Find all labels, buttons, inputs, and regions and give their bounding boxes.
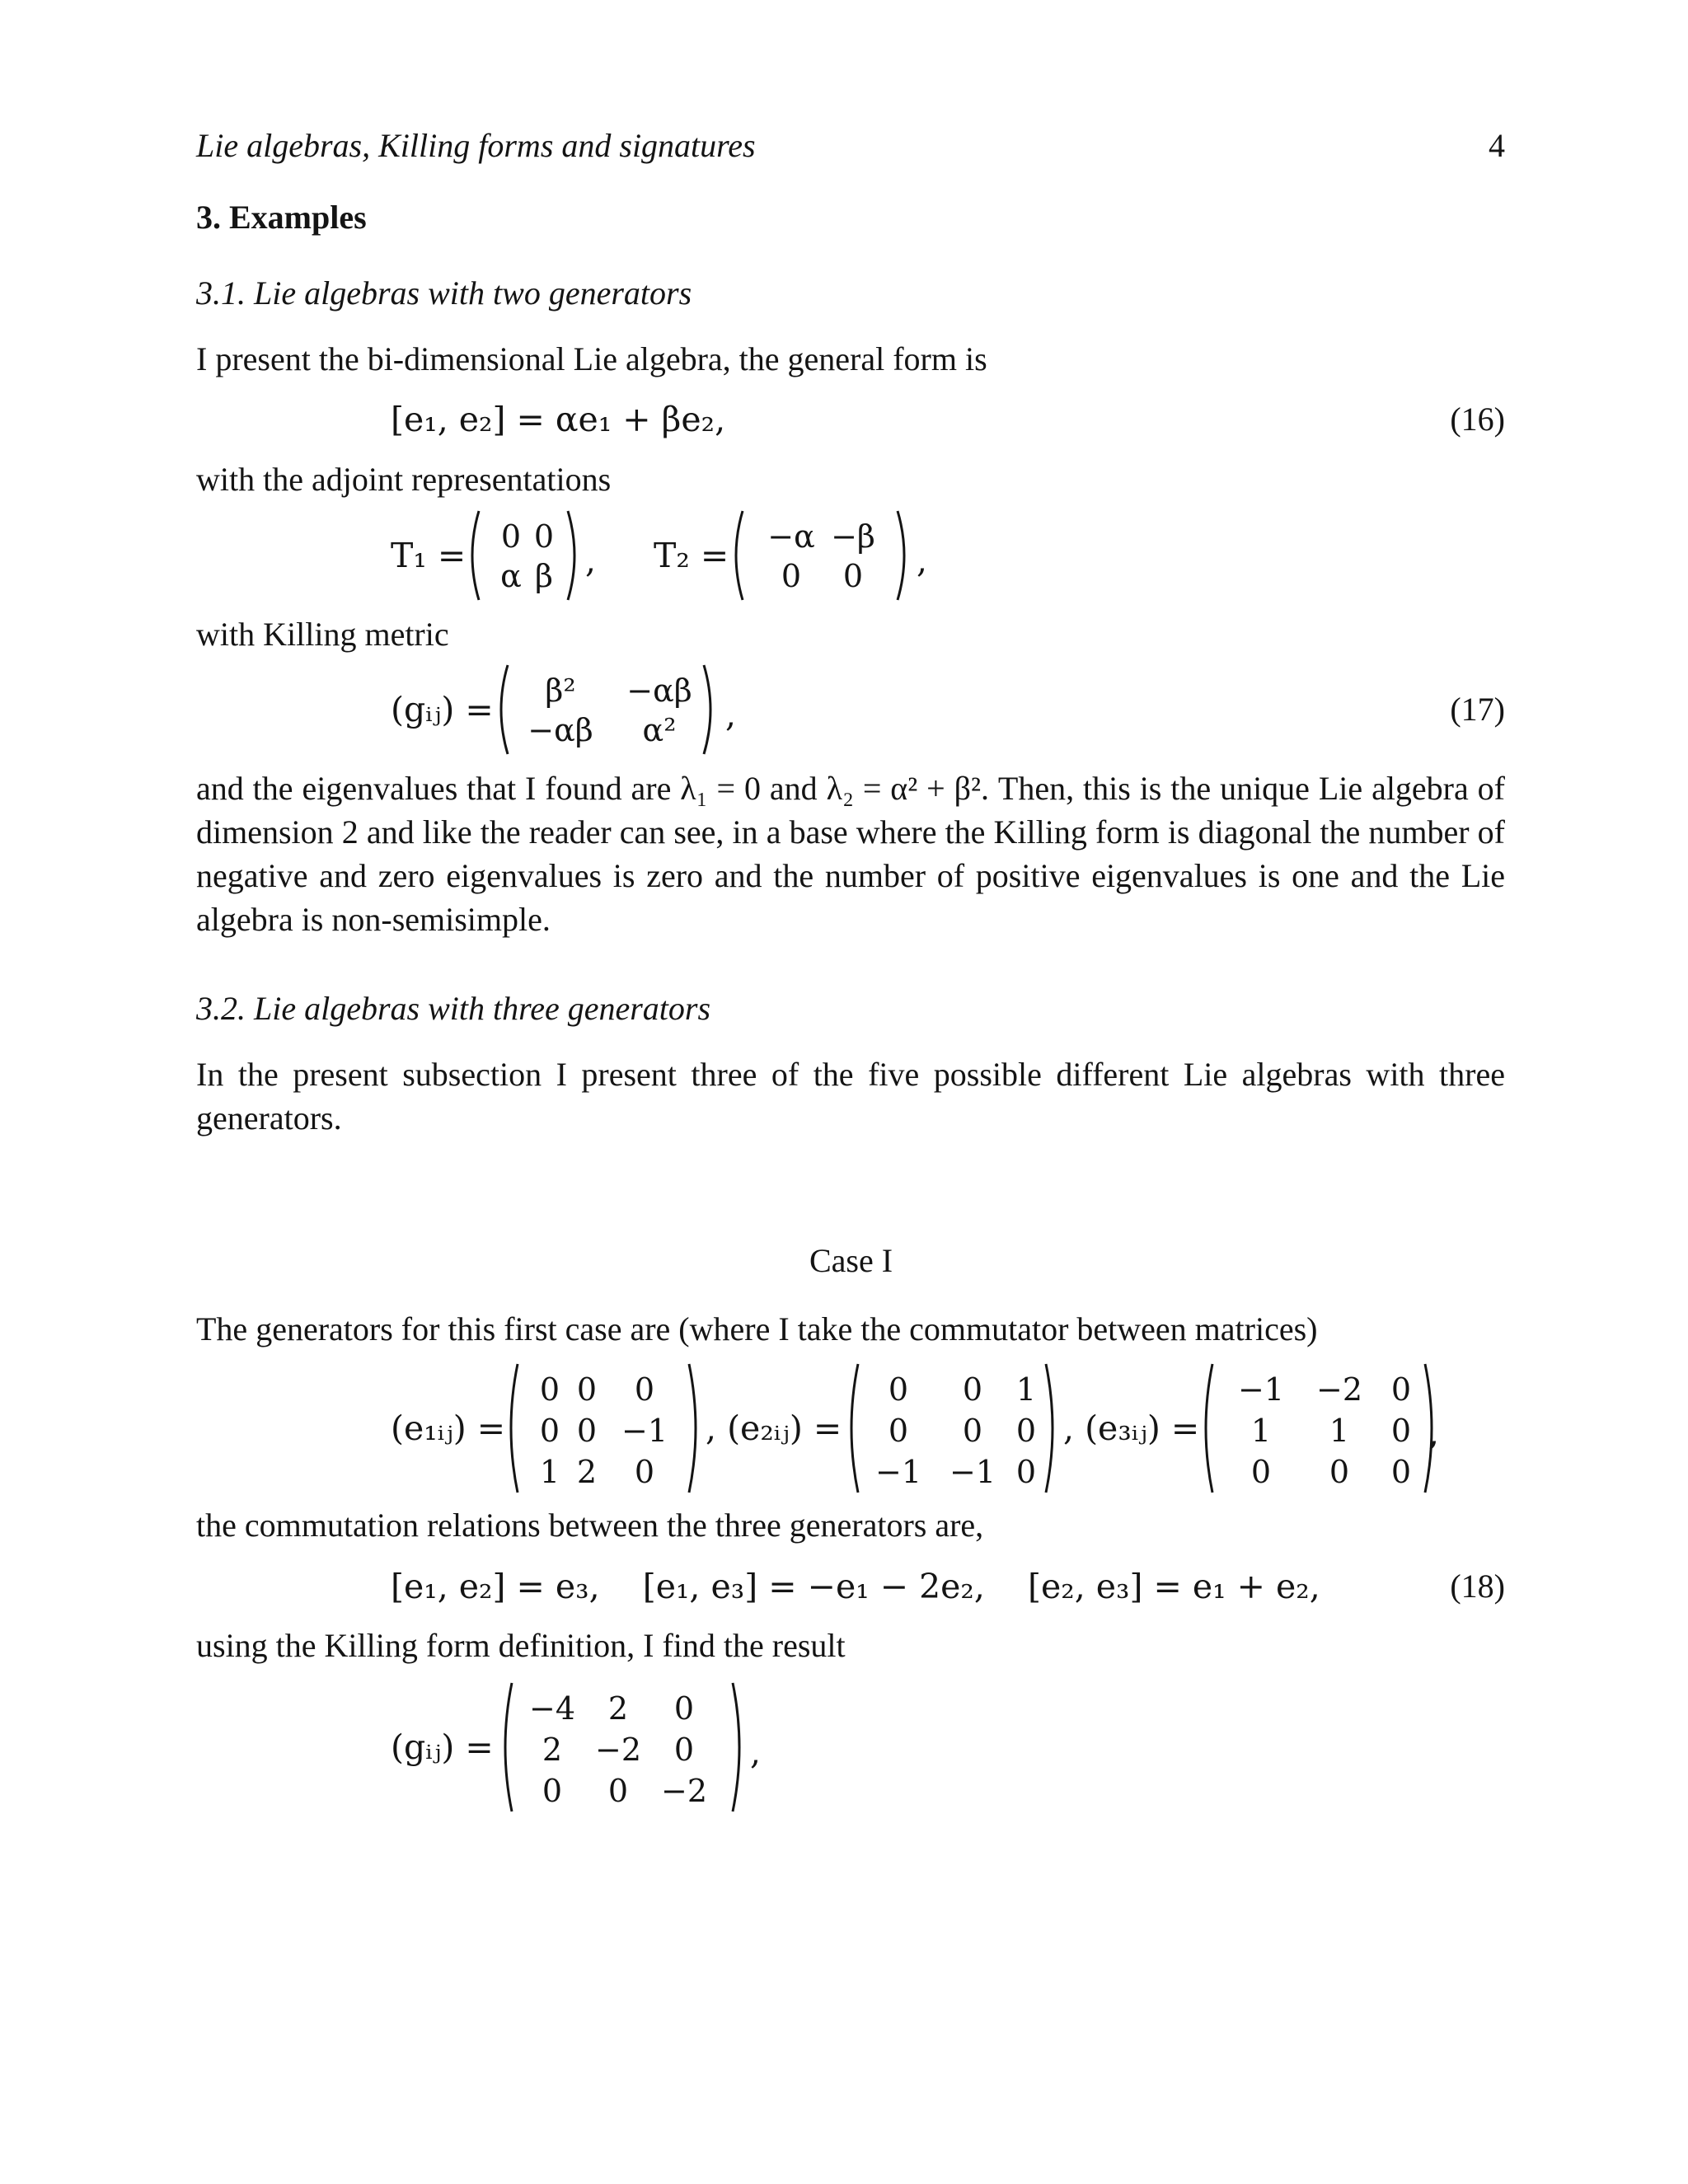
right-paren <box>704 665 710 754</box>
matrix-cell: 2 <box>576 1454 598 1490</box>
e3-matrix <box>1199 1362 1438 1494</box>
matrix-cell: −1 <box>1237 1371 1285 1408</box>
matrix-cell: −1 <box>874 1454 922 1490</box>
right-paren <box>689 1364 696 1493</box>
e2-label: , (e₂ᵢⱼ) = <box>706 1408 842 1448</box>
T1-label: T₁ = <box>391 536 467 575</box>
left-paren <box>511 1364 518 1493</box>
matrix-cell: −αβ <box>626 673 692 709</box>
matrix-cell: −1 <box>621 1413 668 1449</box>
matrix-cell: 1 <box>1329 1413 1350 1449</box>
matrix-cell: β <box>535 558 553 594</box>
matrix-cell: 0 <box>634 1371 655 1408</box>
killing-metric-3x3 <box>499 1681 746 1813</box>
comma: , <box>725 695 737 734</box>
matrix-cell: 1 <box>539 1454 560 1490</box>
matrix-cell: β² <box>545 673 576 709</box>
T1-matrix <box>466 509 581 602</box>
equation-18: [e₁, e₂] = e₃, [e₁, e₃] = −e₁ − 2e₂, [e₂, e₃] = e₁ + e₂, <box>391 1567 1320 1606</box>
right-paren <box>1046 1364 1053 1493</box>
section-title: 3. Examples <box>196 199 367 236</box>
running-title: Lie algebras, Killing forms and signatures <box>196 127 756 164</box>
matrix-cell: 0 <box>888 1371 909 1408</box>
killing-metric-2x2 <box>495 663 717 756</box>
left-paren <box>736 511 743 600</box>
g-label-3x3: (gᵢⱼ) = <box>391 1727 494 1767</box>
matrix-cell: −2 <box>594 1732 642 1768</box>
matrix-cell: 0 <box>1390 1371 1412 1408</box>
paragraph-generators: The generators for this first case are (where I take the commutator between matrices) <box>196 1310 1318 1347</box>
T2-matrix <box>729 509 911 602</box>
matrix-cell: 0 <box>576 1371 598 1408</box>
T2-label: T₂ = <box>654 536 729 575</box>
matrix-cell: 0 <box>1329 1454 1350 1490</box>
matrix-cell: −β <box>831 518 875 555</box>
e1-matrix <box>504 1362 702 1494</box>
case-heading: Case I <box>809 1242 893 1279</box>
matrix-cell: 0 <box>500 518 522 555</box>
matrix-parentheses <box>504 1362 702 1494</box>
left-paren <box>1206 1364 1212 1493</box>
matrix-cell: 0 <box>1390 1454 1412 1490</box>
matrix-cell: 0 <box>673 1690 695 1727</box>
matrix-cell: −α <box>767 518 815 555</box>
paragraph-commutation: the commutation relations between the three generators are, <box>196 1507 984 1544</box>
matrix-cell: −1 <box>949 1454 996 1490</box>
matrix-cell: 2 <box>542 1732 563 1768</box>
paragraph-adjoint: with the adjoint representations <box>196 461 612 498</box>
matrix-cell: α <box>500 558 522 594</box>
page-number: 4 <box>1489 127 1505 164</box>
matrix-cell: 0 <box>607 1773 629 1809</box>
matrix-cell: 0 <box>842 558 864 594</box>
left-paren <box>501 665 508 754</box>
matrix-cell: 0 <box>539 1371 560 1408</box>
matrix-cell: 1 <box>1015 1371 1037 1408</box>
equation-16: [e₁, e₂] = αe₁ + βe₂, <box>391 400 726 439</box>
matrix-cell: 0 <box>673 1732 695 1768</box>
e2-matrix <box>845 1362 1059 1494</box>
matrix-cell: 0 <box>962 1371 983 1408</box>
paragraph-killing-metric: with Killing metric <box>196 616 449 653</box>
left-paren <box>851 1364 858 1493</box>
comma: , <box>750 1732 762 1772</box>
comma: , <box>917 541 928 580</box>
matrix-parentheses <box>729 509 911 602</box>
equation-number-17: (17) <box>1450 691 1505 728</box>
equation-number-16: (16) <box>1450 401 1505 438</box>
matrix-cell: 0 <box>576 1413 598 1449</box>
matrix-cell: 1 <box>1250 1413 1272 1449</box>
right-paren <box>898 511 904 600</box>
e3-label: , (e₃ᵢⱼ) = <box>1063 1408 1200 1448</box>
matrix-cell: 0 <box>1250 1454 1272 1490</box>
matrix-cell: 0 <box>533 518 555 555</box>
matrix-cell: 0 <box>962 1413 983 1449</box>
paragraph-intro-2gen: I present the bi-dimensional Lie algebra, the general form is <box>196 340 987 377</box>
paragraph-intro-3gen: In the present subsection I present three of the five possible different Lie algebras with three generators. <box>196 1056 1505 1137</box>
subsection-title-3-2: 3.2. Lie algebras with three generators <box>196 990 711 1027</box>
right-paren <box>733 1683 739 1811</box>
matrix-cell: 0 <box>634 1454 655 1490</box>
matrix-cell: −αβ <box>528 712 593 748</box>
matrix-cell: 0 <box>542 1773 563 1809</box>
matrix-cell: −2 <box>660 1773 708 1809</box>
matrix-cell: 0 <box>1015 1413 1037 1449</box>
left-paren <box>505 1683 512 1811</box>
paragraph-eigenvalues: and the eigenvalues that I found are λ₁ = 0 and λ₂ = α² + β². Then, this is the unique Lie algebra of dimension 2 and like the reader can see, in a base where the Killing form is diagonal the number of negative and zero eigenvalues is zero and the number of positive eigenvalues is one and the Lie algebra is non-semisimple. <box>196 770 1505 938</box>
g-label-2x2: (gᵢⱼ) = <box>391 690 494 729</box>
matrix-cell: 0 <box>1015 1454 1037 1490</box>
right-paren <box>568 511 574 600</box>
comma: , <box>1428 1413 1440 1453</box>
matrix-cell: 0 <box>539 1413 560 1449</box>
paragraph-killing-result: using the Killing form definition, I find the result <box>196 1627 846 1664</box>
matrix-cell: 2 <box>607 1690 629 1727</box>
subsection-title-3-1: 3.1. Lie algebras with two generators <box>196 274 692 312</box>
matrix-parentheses <box>466 509 581 602</box>
matrix-cell: 0 <box>1390 1413 1412 1449</box>
comma: , <box>585 541 597 580</box>
equation-number-18: (18) <box>1450 1568 1505 1605</box>
matrix-cell: −2 <box>1315 1371 1363 1408</box>
left-paren <box>472 511 479 600</box>
matrix-cell: 0 <box>888 1413 909 1449</box>
matrix-cell: −4 <box>528 1690 576 1727</box>
matrix-cell: 0 <box>781 558 802 594</box>
matrix-cell: α² <box>642 712 677 748</box>
e1-label: (e₁ᵢⱼ) = <box>391 1408 506 1448</box>
